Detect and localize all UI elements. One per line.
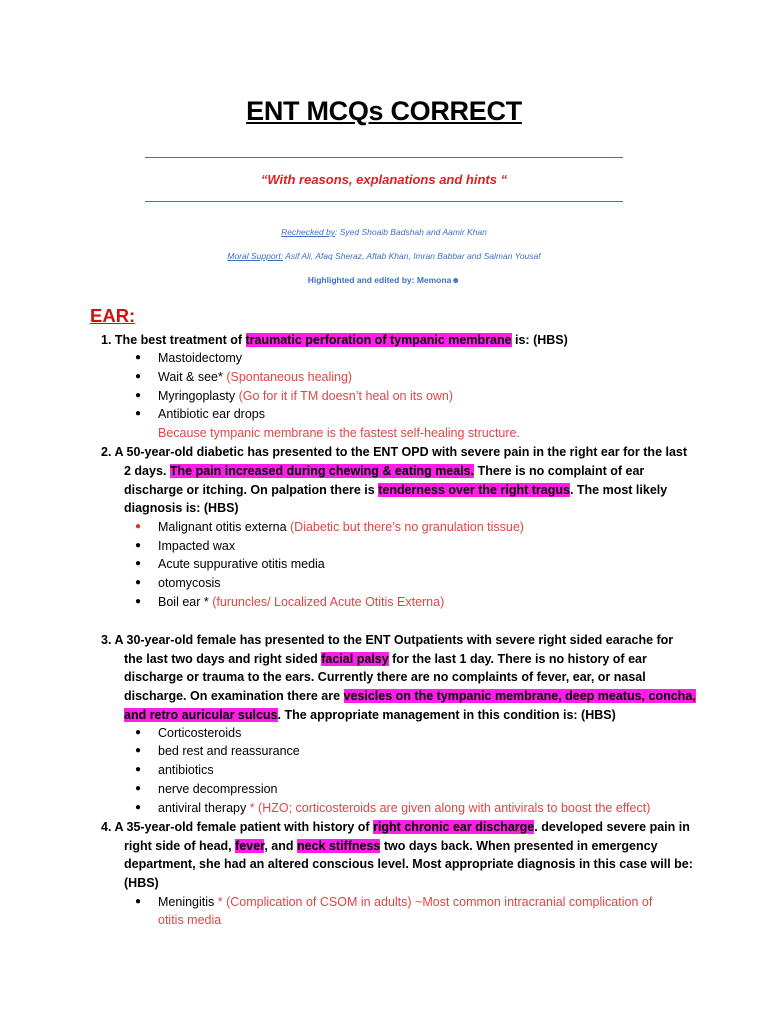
q3-option-1: Corticosteroids [158,726,242,740]
q2-option-2: Impacted wax [158,539,236,553]
rechecked-label: Rechecked by [281,227,336,237]
question-2: 2. A 50-year-old diabetic has presented to the ENT OPD with severe pain in the right ear for the last [101,445,688,459]
q2-option-5: Boil ear * (furuncles/ Localized Acute Otitis Externa) [158,595,445,609]
moral-names: Asif Ali, Afaq Sheraz, Aftab Khan, Imran Babbar and Salman Yousaf [283,251,541,261]
question-number: 3. [101,633,112,647]
bullet-icon: ● [135,371,142,382]
bullet-icon: ● [135,783,142,794]
highlight: right chronic ear discharge [373,820,535,834]
bullet-icon: ● [135,408,142,419]
q2-option-1: Malignant otitis externa (Diabetic but there’s no granulation tissue) [158,520,524,534]
credit-highlighted: Highlighted and edited by: Memona☻ [307,275,461,285]
bullet-icon: ● [135,802,142,813]
divider-bottom [145,201,623,202]
q3-option-4: nerve decompression [158,782,278,796]
bullet-icon: ● [135,521,142,532]
bullet-icon: ● [135,558,142,569]
q2-option-4: otomycosis [158,576,221,590]
q4-option-1-continued: otitis media [158,913,222,927]
bullet-icon: ● [135,390,142,401]
document-title: ENT MCQs CORRECT [246,96,522,126]
divider-top [145,157,623,158]
credit-rechecked [0,227,768,237]
q2-option-3: Acute suppurative otitis media [158,557,325,571]
q1-option-2: Wait & see* (Spontaneous healing) [158,370,353,384]
moral-label: Moral Support: [227,251,284,261]
question-1: 1. The best treatment of traumatic perforation of tympanic membrane is: (HBS) [101,333,568,347]
highlight: traumatic perforation of tympanic membrane [245,333,512,347]
q4-option-1: Meningitis * (Complication of CSOM in adults) ~Most common intracranial complication of [158,895,653,909]
bullet-icon: ● [135,352,142,363]
highlight: fever [235,839,265,853]
bullet-icon: ● [135,745,142,756]
bullet-icon: ● [135,896,142,907]
document-subtitle: “With reasons, explanations and hints “ [260,172,508,187]
question-3: 3. A 30-year-old female has presented to the ENT Outpatients with severe right sided earache for [101,633,674,647]
q1-option-1: Mastoidectomy [158,351,243,365]
question-4: 4. A 35-year-old female patient with history of right chronic ear discharge. developed severe pain in [101,820,690,834]
bullet-icon: ● [135,577,142,588]
question-number: 2. [101,445,112,459]
q1-option-4: Antibiotic ear drops [158,407,266,421]
q3-option-2: bed rest and reassurance [158,744,300,758]
section-heading-ear: EAR: [90,305,136,326]
highlight: tenderness over the right tragus [378,483,570,497]
bullet-icon: ● [135,540,142,551]
q1-explanation: Because tympanic membrane is the fastest self-healing structure. [158,426,520,440]
bullet-icon: ● [135,596,142,607]
q3-option-3: antibiotics [158,763,214,777]
document-page: ENT MCQs CORRECT “With reasons, explanations and hints “ Rechecked by: Syed Shoaib Badshah and Aamir Khan Moral Support: Asif Ali, Afaq Sheraz, Aftab Khan, Imran Babbar and Salman Yousaf Highlighted and edited by: Memona☻ EAR: 1. The best treatment of traumatic perforation of tympanic membrane is: (HBS) ● Mastoidectomy ● Wait & see* (Spontaneous healing) ● Myringoplasty (Go for it if TM doesn’t heal on its own) ● Antibiotic ear drops Because tympanic membrane is the fastest self-healing structure. 2. A 50-year-old diabetic has presented to the ENT OPD with severe pain in the right ear for the last 2 days. The pain increased during chewing & eating meals. There is no complaint of ear discharge or itching. On palpation there is tenderness over the right tragus. The most likely diagnosis is: (HBS) ● Malignant otitis externa (Diabetic but there’s no granulation tissue) ● Impacted wax ● Acute suppurative otitis media ● otomycosis ● Boil ear * (furuncles/ Localized Acute Otitis Externa) 3. A 30-year-old female has presented to the ENT Outpatients with severe right sided earache for the last two days and right sided facial palsy for the last 1 day. There is no history of ear discharge or trauma to the ears. Currently there are no complaints of fever, ear, or nasal discharge. On examination there are vesicles on the tympanic membrane, deep meatus, concha, and retro auricular sulcus. The appropriate management in this condition is: (HBS) ● Corticosteroids ● bed rest and reassurance ● antibiotics ● nerve decompression ● antiviral therapy * (HZO; corticosteroids are given along with antivirals to boost the effect) 4. A 35-year-old female patient with history of right chronic ear discharge. developed severe pain in right side of head, fever, and neck stiffness two days back. When presented in emergency department, she had an altered conscious level. Most appropriate diagnosis in this case will be: (HBS) ● Meningitis * (Complication of CSOM in adults) ~Most common intracranial complication of otitis media [0,0,768,1024]
highlight: and retro auricular sulcus [124,708,278,722]
highlight: The pain increased during chewing & eating meals. [169,464,475,478]
bullet-icon: ● [135,727,142,738]
question-number: 4. [101,820,112,834]
highlight: neck stiffness [296,839,381,853]
q3-option-5: antiviral therapy * (HZO; corticosteroids are given along with antivirals to boost the effect) [158,801,651,815]
credit-moral-support [0,251,768,261]
question-number: 1. [101,333,112,347]
bullet-icon: ● [135,764,142,775]
rechecked-names: : Syed Shoaib Badshah and Aamir Khan [335,227,487,237]
q1-option-3: Myringoplasty (Go for it if TM doesn’t heal on its own) [158,389,454,403]
highlight: facial palsy [321,652,389,666]
highlight: vesicles on the tympanic membrane, deep meatus, concha, [343,689,696,703]
